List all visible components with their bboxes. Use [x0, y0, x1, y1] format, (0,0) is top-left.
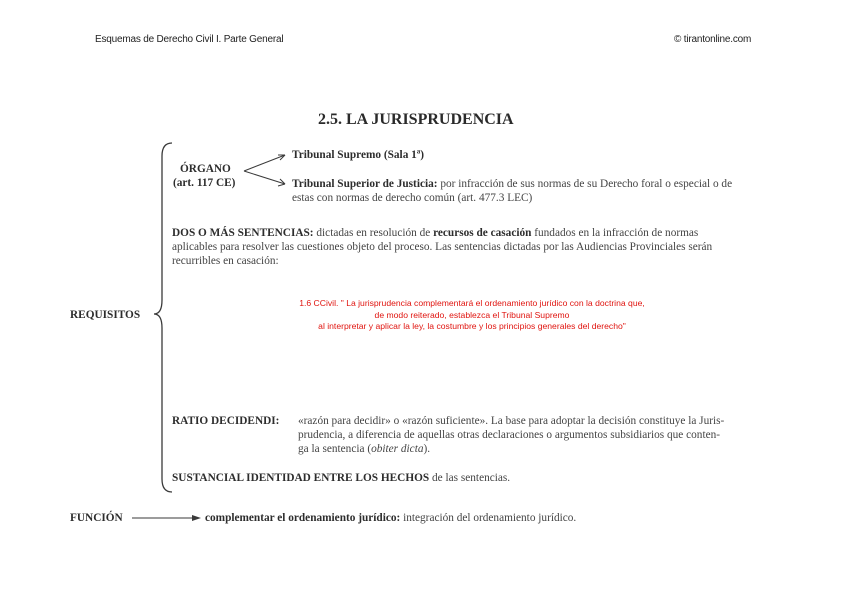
sentencias-line1 [172, 226, 782, 240]
requisitos-label: REQUISITOS [70, 309, 141, 321]
sentencias-text2: fundados en la infracción de normas [531, 227, 699, 239]
identidad-line [172, 471, 510, 485]
cc-quote-line3: al interpretar y aplicar la ley, la costumbre y los principios generales del derecho" [318, 321, 626, 331]
ratio-line3 [298, 442, 430, 456]
sentencias-text1: dictadas en resolución de [313, 227, 434, 239]
identidad-label: SUSTANCIAL IDENTIDAD ENTRE LOS HECHOS [172, 472, 430, 484]
funcion-bold: complementar el ordenamiento jurídico: [205, 512, 401, 524]
tribunal-supremo: Tribunal Supremo (Sala 1ª) [292, 149, 424, 161]
cc-quote [200, 298, 744, 333]
funcion-text [205, 511, 576, 525]
sentencias-label: DOS O MÁS SENTENCIAS: [172, 227, 314, 239]
recursos-casacion: recursos de casación [433, 227, 532, 239]
ratio-line3-end: ). [423, 443, 431, 455]
ratio-label: RATIO DECIDENDI: [172, 415, 280, 427]
cc-quote-line1: 1.6 CCivil. " La jurisprudencia complementará el ordenamiento jurídico con la doctrina que, [299, 298, 645, 308]
requisitos-brace [154, 143, 172, 492]
funcion-rest: integración del ordenamiento jurídico. [400, 512, 577, 524]
ratio-line2: prudencia, a diferencia de aquellas otras declaraciones o argumentos subsidiarios que conten- [298, 429, 721, 441]
tsj-text-line2: estas con normas de derecho común (art. 477.3 LEC) [292, 192, 533, 204]
organo-arrow-ts [244, 155, 285, 171]
page-header-left: Esquemas de Derecho Civil I. Parte General [95, 34, 284, 45]
ratio-line1: «razón para decidir» o «razón suficiente». La base para adoptar la decisión constituye la Juris- [298, 415, 725, 427]
tsj-text: por infracción de sus normas de su Derecho foral o especial o de [437, 178, 733, 190]
organo-label: ÓRGANO [180, 163, 231, 175]
organo-article: (art. 117 CE) [173, 177, 236, 189]
sentencias-line3: recurribles en casación: [172, 255, 279, 267]
sentencias-line2: aplicables para resolver las cuestiones objeto del proceso. Las sentencias dictadas por las Audiencias Provinciales serán [172, 241, 713, 253]
organo-arrow-tsj [244, 171, 285, 184]
identidad-text: de las sentencias. [429, 472, 511, 484]
tsj-block [292, 177, 780, 191]
ratio-line3-text: ga la sentencia ( [298, 443, 372, 455]
cc-quote-line2: de modo reiterado, establezca el Tribunal Supremo [374, 309, 570, 320]
funcion-label: FUNCIÓN [70, 512, 123, 524]
tsj-label: Tribunal Superior de Justicia: [292, 178, 438, 190]
page-header-right: © tirantonline.com [674, 34, 752, 45]
obiter-dicta: obiter dicta [371, 443, 424, 455]
page-title: 2.5. LA JURISPRUDENCIA [318, 111, 514, 128]
